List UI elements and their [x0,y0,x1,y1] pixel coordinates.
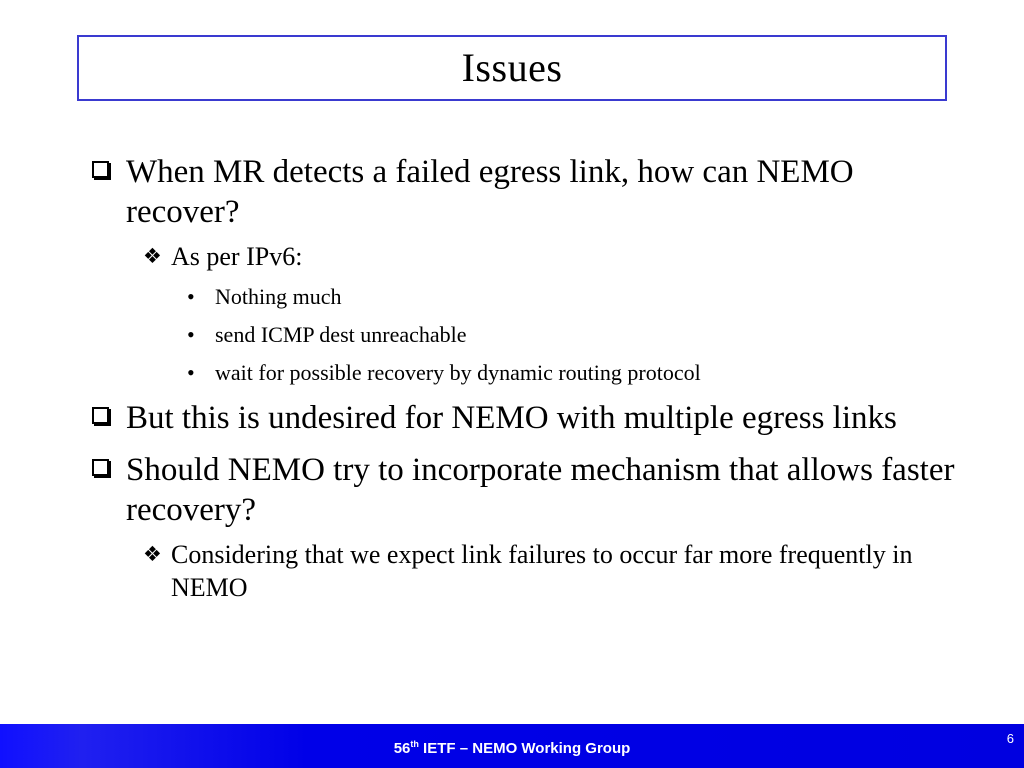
footer-text [394,739,631,757]
list-item [88,278,968,316]
list-item-text: Nothing much [215,284,342,309]
slide-title: Issues [461,45,563,90]
list-item [88,354,968,392]
slide-content [88,152,968,609]
bullet-text: But this is undesired for NEMO with multiple egress links [126,400,897,436]
footer-rest: IETF – NEMO Working Group [418,740,631,757]
dot-bullet-icon: • [187,322,195,347]
footer-bar [0,724,1024,768]
title-box [77,35,947,101]
list-item [88,316,968,354]
bullet-text: Should NEMO try to incorporate mechanism that allows faster recovery? [126,452,955,528]
dot-bullet-icon: • [187,284,195,309]
bullet-item-1 [88,152,968,232]
bullet-item-2 [88,398,968,438]
sub-bullet-item [88,240,968,273]
dot-bullet-icon: • [187,360,195,385]
bullet-text: When MR detects a failed egress link, how can NEMO recover? [126,154,854,230]
square-bullet-icon [92,161,109,178]
sub-bullet-text: Considering that we expect link failures to occur far more frequently in NEMO [171,540,913,602]
bullet-item-3 [88,450,968,530]
square-bullet-icon [92,407,109,424]
sub-bullet-item [88,538,968,604]
footer-prefix: 56 [393,740,411,757]
page-number: 6 [1006,731,1014,746]
list-item-text: wait for possible recovery by dynamic routing protocol [215,360,701,385]
list-item-text: send ICMP dest unreachable [215,322,467,347]
footer-superscript: th [410,739,419,749]
diamond-bullet-icon: ❖ [143,244,162,268]
square-bullet-icon [92,459,109,476]
diamond-bullet-icon: ❖ [143,542,162,566]
sub-bullet-text: As per IPv6: [171,242,303,271]
